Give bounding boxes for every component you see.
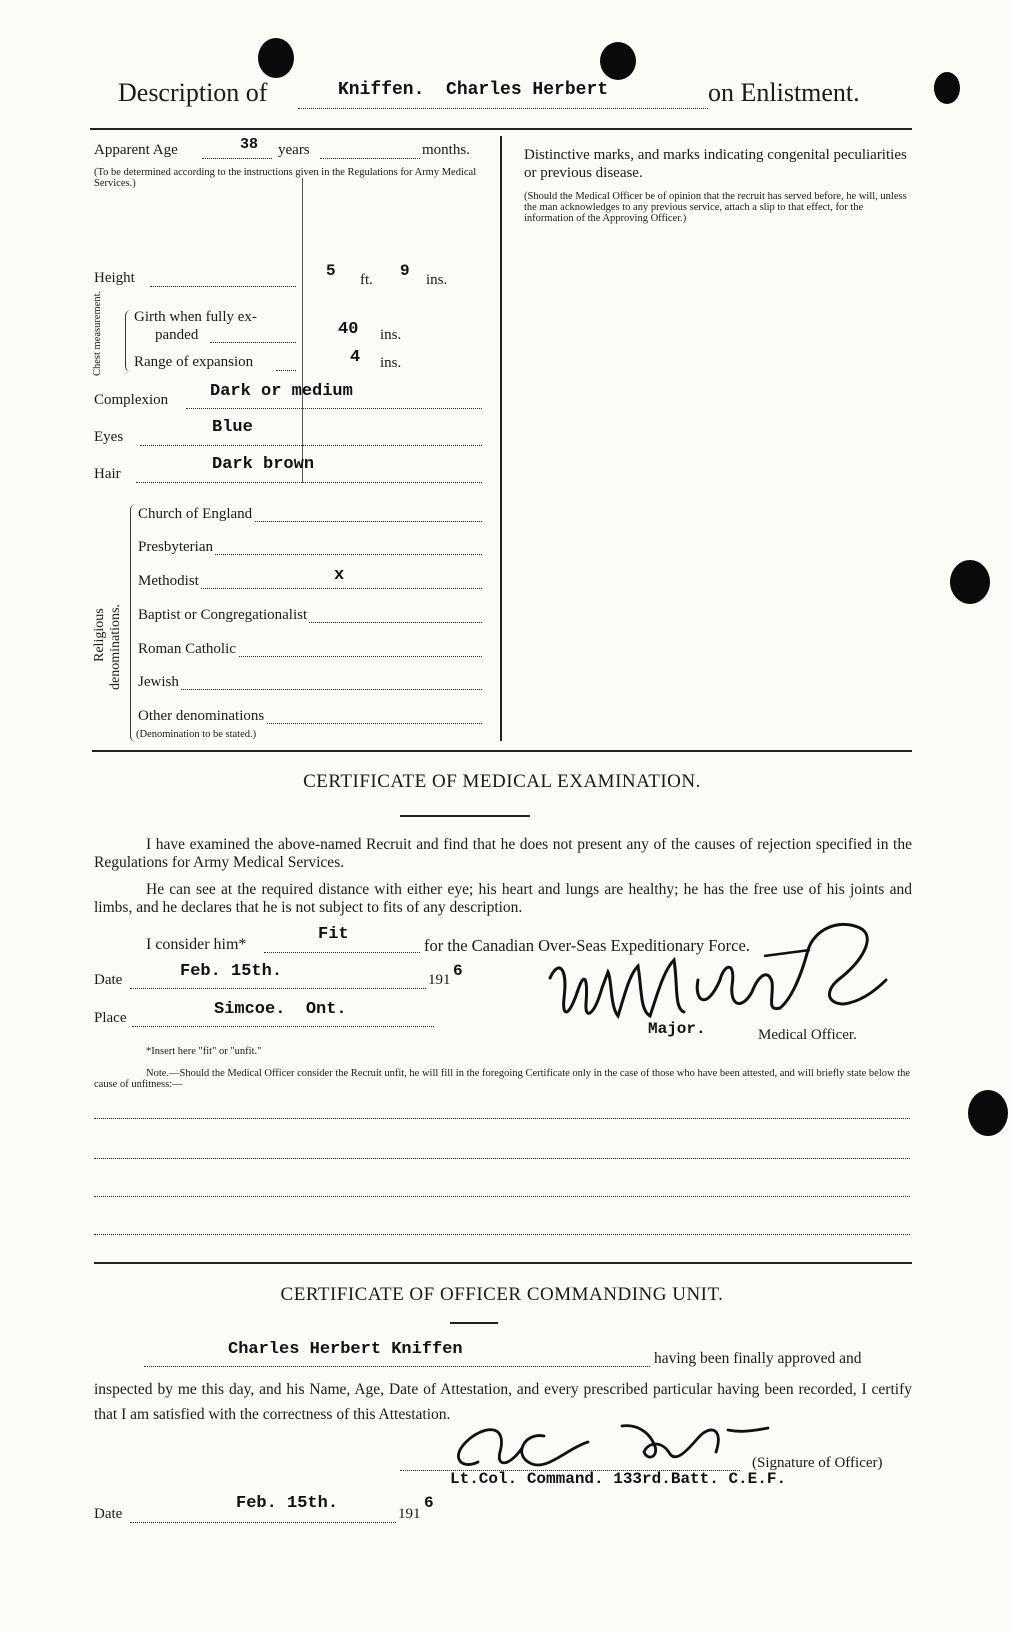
unfit-line-4 [94, 1234, 910, 1235]
religion-label: Other denominations [138, 708, 265, 724]
med-year-digit: 6 [453, 962, 463, 980]
place-label: Place [94, 1010, 127, 1026]
co-date-label: Date [94, 1506, 123, 1522]
hair-value: Dark brown [212, 455, 315, 474]
years-label: years [278, 142, 310, 158]
religion-row [138, 538, 482, 560]
force-label: for the Canadian Over-Seas Expeditionary Force. [424, 936, 750, 955]
height-dots [150, 286, 296, 287]
religion-mark: x [334, 566, 345, 585]
range-dots [276, 370, 296, 371]
middle-divider [500, 136, 502, 741]
hair-label: Hair [94, 466, 121, 482]
age-note: (To be determined according to the instructions given in the Regulations for Army Medical Services.) [94, 167, 477, 189]
co-date-value: Feb. 15th. [236, 1494, 339, 1513]
unfit-note: Note.—Should the Medical Officer consider the Recruit unfit, he will fill in the foregoing Certificate only in the case of those who have been attested, and will briefly state below the cause of unfitness:— [94, 1068, 911, 1090]
religion-label: Presbyterian [138, 539, 213, 555]
religion-row [138, 566, 482, 594]
complexion-value: Dark or medium [210, 382, 353, 401]
signature-of-officer-label: (Signature of Officer) [752, 1455, 883, 1471]
age-label: Apparent Age [94, 142, 178, 158]
medical-officer-signature [538, 920, 928, 1040]
commanding-certificate-heading: CERTIFICATE OF OFFICER COMMANDING UNIT. [280, 1284, 724, 1305]
religion-row [138, 606, 482, 628]
religion-label: Methodist [138, 573, 199, 589]
med-date-value: Feb. 15th. [180, 962, 283, 981]
consider-label: I consider him* [146, 936, 247, 953]
commanding-officer-title: Lt.Col. Command. 133rd.Batt. C.E.F. [450, 1470, 787, 1488]
ins-label-height: ins. [426, 272, 448, 288]
girth-label-line1: Girth when fully ex- [134, 309, 257, 325]
religion-label: Roman Catholic [138, 641, 236, 657]
title-suffix: on Enlistment. [708, 78, 860, 107]
medical-para-2-block [94, 881, 912, 917]
chest-brace [125, 310, 132, 372]
unfit-line-1 [94, 1118, 910, 1119]
medical-para-2: He can see at the required distance with either eye; his heart and lungs are healthy; he has the free use of his joints and limbs, and he declares that he is not subject to fits of any description. [94, 881, 912, 916]
punch-hole [968, 1090, 1008, 1136]
range-value: 4 [350, 348, 361, 367]
ins-label-range: ins. [380, 355, 402, 371]
age-value: 38 [240, 136, 259, 153]
religious-label-1: Religious [92, 608, 107, 662]
eyes-value: Blue [212, 418, 253, 437]
distinctive-marks-note: (Should the Medical Officer be of opinion that the recruit has served before, he will, unless the man acknowledges to any previous service, attach a slip to that effect, for the information of the Approving Officer.) [524, 191, 907, 224]
top-rule [90, 128, 912, 130]
height-in-value: 9 [400, 262, 410, 280]
age-dots [202, 158, 272, 159]
ft-label: ft. [360, 272, 373, 288]
complexion-label: Complexion [94, 392, 169, 408]
place-value: Simcoe. Ont. [214, 1000, 347, 1019]
chest-measurement-label: Chest measurement. [92, 290, 103, 376]
co-year-prefix: 191 [398, 1506, 421, 1522]
months-dots [320, 158, 420, 159]
approved-text: having been finally approved and [654, 1350, 862, 1367]
hair-dots [136, 482, 482, 483]
other-denomination-note: (Denomination to be stated.) [136, 729, 257, 740]
commanding-para: inspected by me this day, and his Name, Age, Date of Attestation, and every prescribed particular having been recorded, I certify that I am satisfied with the correctness of this Attestation. [94, 1381, 912, 1423]
punch-hole [950, 560, 990, 604]
section-rule [92, 750, 912, 752]
punch-hole [600, 42, 636, 80]
eyes-label: Eyes [94, 429, 124, 445]
distinctive-marks-heading: Distinctive marks, and marks indicating congenital peculiarities or previous disease. [524, 147, 907, 181]
fit-value: Fit [318, 925, 349, 944]
religion-row [138, 505, 482, 527]
commanding-heading-rule [450, 1322, 498, 1324]
religion-dots [138, 689, 482, 690]
punch-hole [258, 38, 294, 78]
range-label: Range of expansion [134, 354, 254, 370]
title-prefix: Description of [118, 78, 268, 107]
religion-label: Jewish [138, 674, 179, 690]
religion-label: Baptist or Congregationalist [138, 607, 308, 623]
girth-label-line2: panded [155, 327, 199, 343]
recruit-name-dots [144, 1366, 650, 1367]
religion-row [138, 673, 482, 695]
medical-officer-rank: Major. [648, 1020, 706, 1038]
complexion-dots [186, 408, 482, 409]
religion-row [138, 640, 482, 662]
religion-brace [130, 504, 137, 742]
height-ft-value: 5 [326, 262, 336, 280]
med-date-label: Date [94, 972, 123, 988]
medical-para-1: I have examined the above-named Recruit and find that he does not present any of the causes of rejection specified in the Regulations for Army Medical Services. [94, 836, 912, 871]
unfit-line-3 [94, 1196, 910, 1197]
religion-label: Church of England [138, 506, 253, 522]
girth-value: 40 [338, 320, 359, 339]
months-label: months. [422, 142, 470, 158]
recruit-name-header: Kniffen. Charles Herbert [338, 80, 609, 100]
left-divider [302, 178, 303, 483]
religion-row [138, 707, 482, 729]
height-label: Height [94, 270, 135, 286]
medical-heading-rule [400, 815, 530, 817]
religious-label-2: denominations. [108, 604, 123, 690]
med-year-prefix: 191 [428, 972, 451, 988]
title-underline [298, 108, 708, 109]
medical-certificate-heading: CERTIFICATE OF MEDICAL EXAMINATION. [303, 771, 701, 792]
med-date-dots [130, 988, 426, 989]
consider-dots [264, 952, 420, 953]
place-dots [132, 1026, 434, 1027]
unfit-line-2 [94, 1158, 910, 1159]
girth-dots [210, 342, 296, 343]
insert-note: *Insert here "fit" or "unfit." [146, 1046, 262, 1057]
co-date-dots [130, 1522, 396, 1523]
commanding-recruit-name: Charles Herbert Kniffen [228, 1340, 463, 1359]
medical-para-1-block [94, 836, 912, 872]
eyes-dots [140, 445, 482, 446]
ins-label-girth: ins. [380, 327, 402, 343]
second-section-rule [94, 1262, 912, 1264]
punch-hole [934, 72, 960, 104]
medical-officer-label: Medical Officer. [758, 1027, 857, 1043]
co-year-digit: 6 [424, 1494, 434, 1512]
